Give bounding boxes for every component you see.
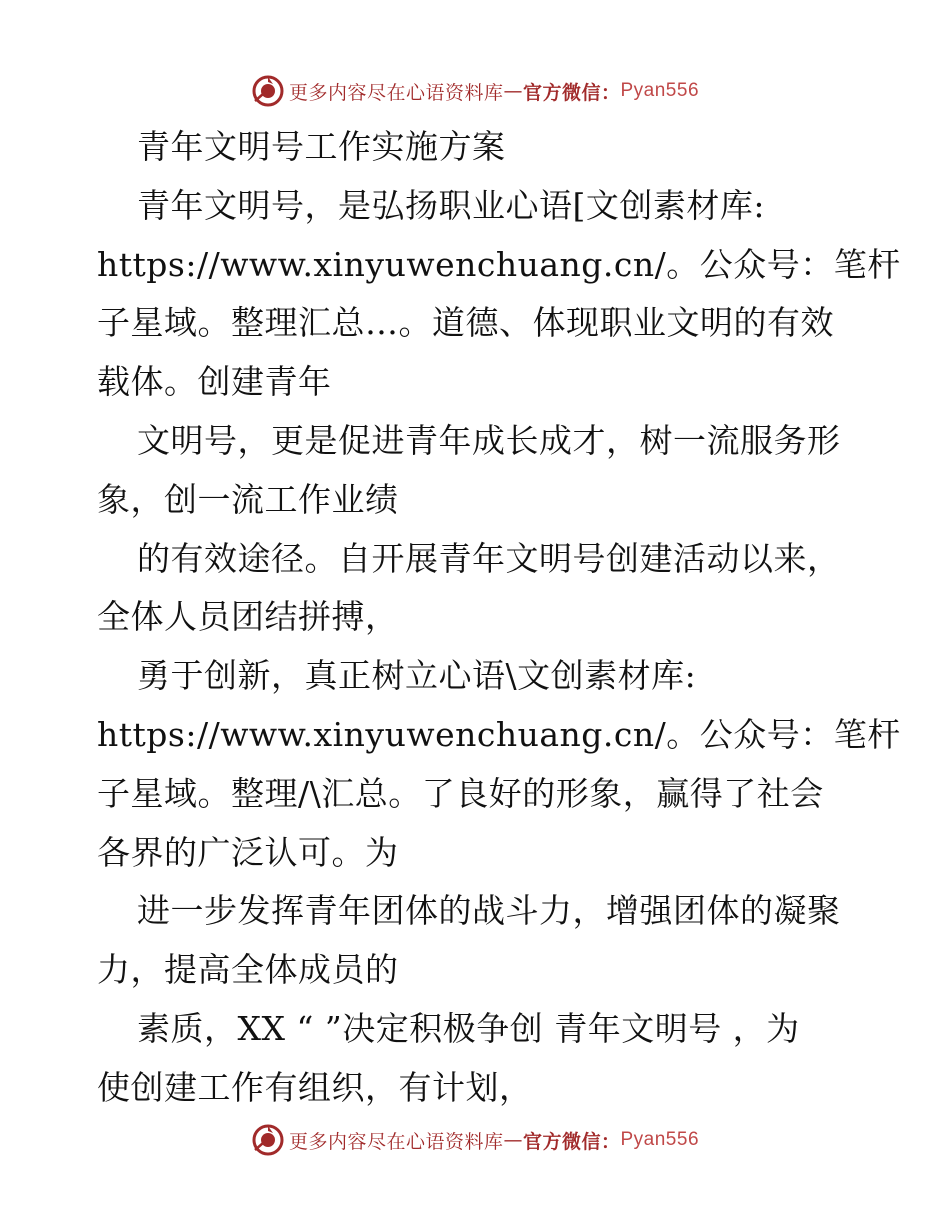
banner-text: 更多内容尽在心语资料库	[288, 1130, 504, 1153]
paragraph-line: 素质，XX “ ”决定积极争创 青年文明号 ，为	[137, 1008, 800, 1048]
paragraph-line: 全体人员团结拼搏，	[97, 597, 399, 637]
paragraph-line: 象，创一流工作业绩	[97, 479, 399, 519]
banner-separator: —	[503, 80, 523, 102]
banner-wechat-label: 官方微信：	[522, 1130, 621, 1153]
document-title: 青年文明号工作实施方案	[137, 127, 506, 166]
banner-wechat-id: Pyan556	[620, 1129, 700, 1150]
paragraph-line: https://www.xinyuwenchuang.cn/。公众号：笔杆	[97, 244, 901, 284]
paragraph-line: https://www.xinyuwenchuang.cn/。公众号：笔杆	[97, 714, 901, 754]
document-body	[97, 118, 901, 1118]
paragraph-line: 子星域。整理/\汇总。了良好的形象，赢得了社会	[97, 773, 824, 813]
paragraph-line: 青年文明号，是弘扬职业心语[文创素材库:	[137, 185, 765, 225]
header-banner	[0, 71, 950, 111]
paragraph-line: 力，提高全体成员的	[97, 950, 399, 990]
paragraph-line: 的有效途径。自开展青年文明号创建活动以来，	[137, 538, 841, 578]
paragraph-line: 文明号，更是促进青年成长成才，树一流服务形	[137, 420, 841, 460]
paragraph-line: 进一步发挥青年团体的战斗力，增强团体的凝聚	[137, 891, 841, 931]
paragraph-line: 子星域。整理汇总…。道德、体现职业文明的有效	[97, 303, 834, 343]
banner-wechat-label: 官方微信：	[522, 81, 621, 104]
banner-separator: —	[503, 1129, 523, 1151]
pen-seal-icon	[251, 1123, 285, 1157]
footer-banner	[0, 1120, 950, 1160]
banner-wechat-id: Pyan556	[620, 80, 700, 101]
paragraph-line: 勇于创新，真正树立心语\文创素材库:	[137, 656, 697, 696]
paragraph-line: 各界的广泛认可。为	[97, 832, 399, 872]
banner-text: 更多内容尽在心语资料库	[288, 81, 504, 104]
paragraph-line: 载体。创建青年	[97, 362, 332, 402]
pen-seal-icon	[251, 74, 285, 108]
paragraph-line: 使创建工作有组织，有计划，	[97, 1067, 533, 1107]
